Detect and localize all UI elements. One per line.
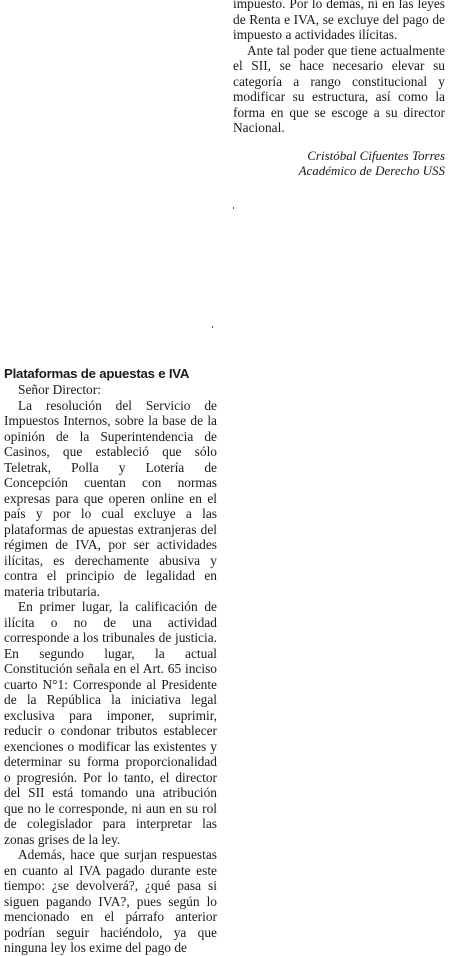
signature-role: Académico de Derecho USS	[298, 163, 445, 178]
print-speck	[212, 326, 213, 328]
right-column	[233, 0, 445, 179]
right-paragraph-1: impuesto. Por lo demás, ni en las leyes de Renta e IVA, se excluye del pago de impuesto a actividades ilícitas.	[233, 0, 445, 42]
letter-signature	[233, 148, 445, 179]
letter-headline: Plataformas de apuestas e IVA	[4, 366, 190, 381]
print-speck	[233, 207, 234, 209]
left-paragraph-2: En primer lugar, la calificación de ilícita o no de una actividad corresponde a los tribunales de justicia. En segundo lugar, la actual Constitución señala en el Art. 65 inciso cuarto N°1: Corresponde al Presidente de la República la iniciativa legal exclusiva para imponer, suprimir, reducir o condonar tributos establecer exenciones o modificar las existentes y determinar su forma proporcionalidad o progresión. Por lo tanto, el director del SII está tomando una atribución que no le corresponde, ni aun en su rol de colegislador para interpretar las zonas grises de la ley.	[4, 599, 217, 847]
right-paragraph-2: Ante tal poder que tiene actualmente el SII, se hace necesario elevar su categoría a rango constitucional y modificar su estructura, así como la forma en que se escoge a su director Nacional.	[233, 42, 445, 135]
letter-salutation: Señor Director:	[18, 382, 101, 397]
left-paragraph-1: La resolución del Servicio de Impuestos Internos, sobre la base de la opinión de la Superintendencia de Casinos, que estableció que sólo Teletrak, Polla y Lotería de Concepción cuentan con normas expresas para que operen online en el país y por lo cual excluye a las plataformas de apuestas extranjeras del régimen de IVA, por ser actividades ilícitas, es derechamente abusiva y contra el principio de legalidad en materia tributaria.	[4, 397, 217, 599]
left-column	[4, 366, 217, 956]
left-paragraph-3: Además, hace que surjan respuestas en cuanto al IVA pagado durante este tiempo: ¿se devolverá?, ¿qué pasa si siguen pagando IVA?, pues según lo mencionado en el párrafo anterior podrían seguir haciéndolo, ya que ninguna ley los exime del pago de	[4, 847, 217, 955]
signature-name: Cristóbal Cifuentes Torres	[307, 147, 445, 163]
